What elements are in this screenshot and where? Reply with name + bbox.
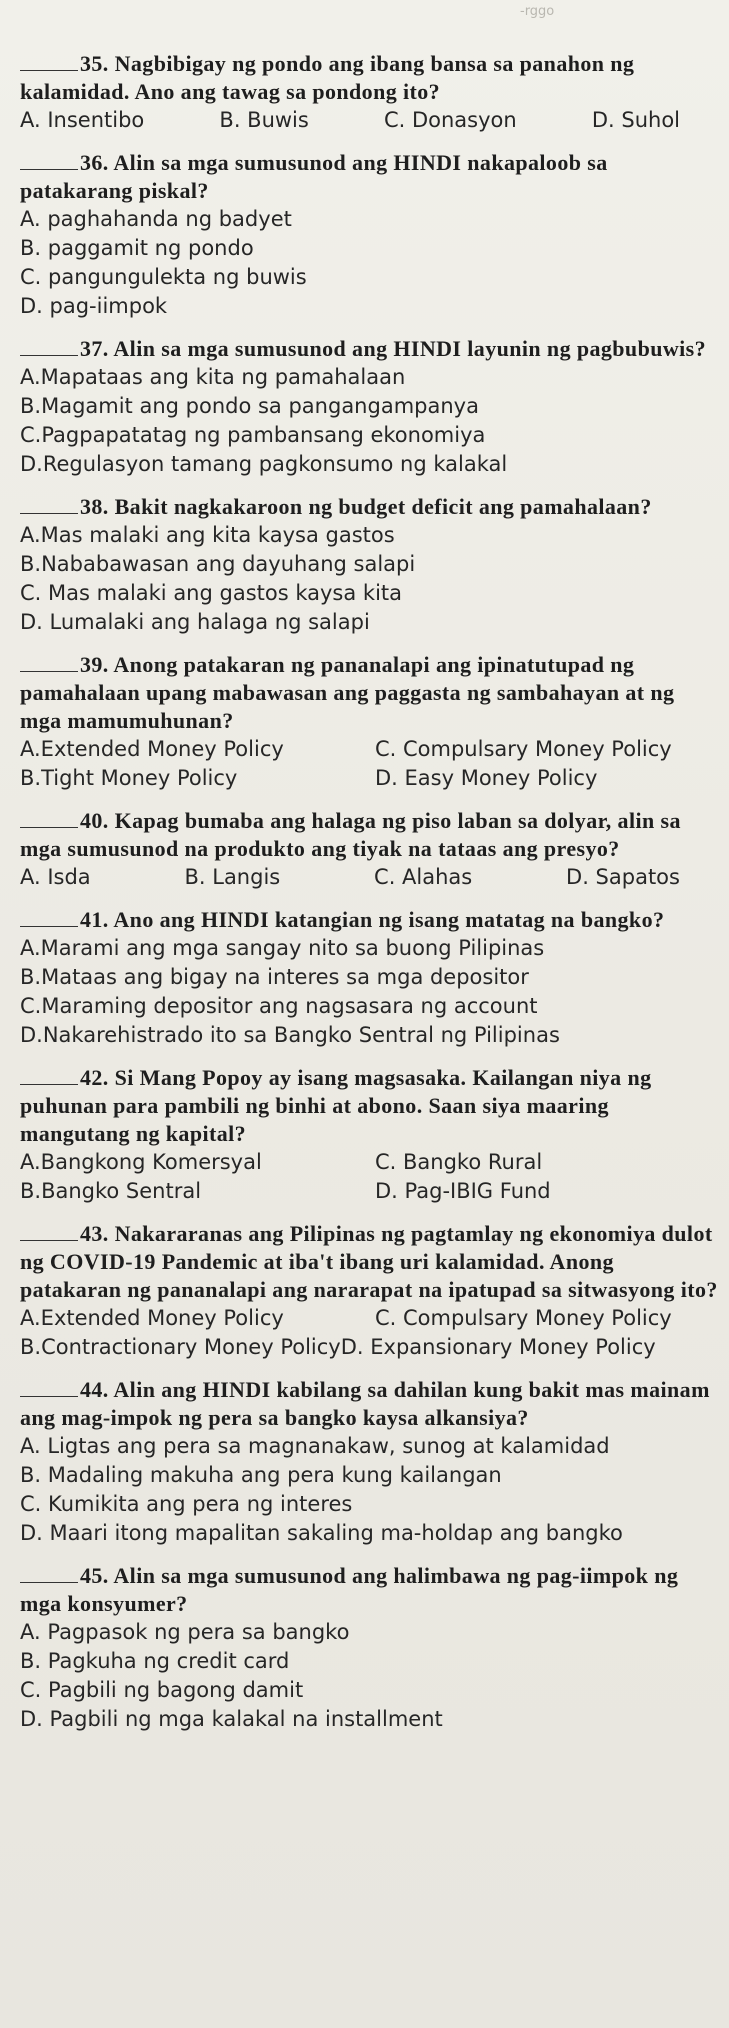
question-text: Alin sa mga sumusunod ang halimbawa ng pag-iimpok ng mga konsyumer? [20, 1563, 679, 1616]
question-text: Bakit nagkakaroon ng budget deficit ang pamahalaan? [114, 494, 652, 519]
choice-d: D. Maari itong mapalitan sakaling ma-holdap ang bangko [20, 1521, 623, 1545]
answer-blank[interactable] [20, 1378, 78, 1397]
choice-a: A. Ligtas ang pera sa magnanakaw, sunog at kalamidad [20, 1434, 610, 1458]
answer-blank[interactable] [20, 809, 78, 828]
choice-c: C.Maraming depositor ang nagsasara ng account [20, 994, 538, 1018]
choice-list [20, 1304, 720, 1362]
question-39 [20, 651, 720, 793]
question-text: Kapag bumaba ang halaga ng piso laban sa dolyar, alin sa mga sumusunod na produkto ang tiyak na tataas ang presyo? [20, 808, 681, 861]
choice-b: B.Nababawasan ang dayuhang salapi [20, 552, 416, 576]
choice-list [20, 106, 720, 135]
question-stem [20, 335, 720, 363]
answer-blank[interactable] [20, 908, 78, 927]
question-text: Alin sa mga sumusunod ang HINDI layunin ng pagbubuwis? [113, 336, 707, 361]
question-text: Ano ang HINDI katangian ng isang matatag na bangko? [113, 907, 665, 932]
choice-c: C. Mas malaki ang gastos kaysa kita [20, 581, 403, 605]
choice-list [20, 521, 720, 637]
choice-c: C.Pagpapatatag ng pambansang ekonomiya [20, 423, 486, 447]
answer-blank[interactable] [20, 1564, 78, 1583]
question-text: Si Mang Popoy ay isang magsasaka. Kailangan niya ng puhunan para pambili ng binhi at abono. Saan siya maaring mangutang ng kapital? [20, 1065, 652, 1146]
answer-blank[interactable] [20, 495, 78, 514]
choice-d: D. Pag-IBIG Fund [375, 1179, 551, 1203]
choice-c: C. Pagbili ng bagong damit [20, 1678, 304, 1702]
question-text: Nagbibigay ng pondo ang ibang bansa sa panahon ng kalamidad. Ano ang tawag sa pondong ito? [20, 51, 635, 104]
question-text: Nakararanas ang Pilipinas ng pagtamlay ng ekonomiya dulot ng COVID-19 Pandemic at iba't ibang uri kalamidad. Anong patakaran ng pananalapi ang nararapat na ipatupad sa sitwasyong ito? [20, 1221, 718, 1302]
question-stem [20, 149, 720, 205]
choice-b: B.Bangko Sentral [20, 1179, 202, 1203]
question-stem [20, 1562, 720, 1618]
question-stem [20, 50, 720, 106]
choice-b: B. Buwis [219, 108, 309, 132]
question-42 [20, 1064, 720, 1206]
choice-list [20, 863, 720, 892]
answer-blank[interactable] [20, 52, 78, 71]
choice-a: A.Marami ang mga sangay nito sa buong Pilipinas [20, 936, 545, 960]
choice-d: D. pag-iimpok [20, 294, 168, 318]
question-stem [20, 1376, 720, 1432]
question-43 [20, 1220, 720, 1362]
question-35 [20, 50, 720, 135]
question-stem [20, 1064, 720, 1148]
question-text: Alin sa mga sumusunod ang HINDI nakapaloob sa patakarang piskal? [20, 150, 608, 203]
choice-a: A.Extended Money Policy [20, 737, 284, 761]
question-37 [20, 335, 720, 479]
choice-b: B.Tight Money Policy [20, 766, 238, 790]
question-45 [20, 1562, 720, 1734]
question-number: 40. [80, 808, 109, 833]
choice-c: C. Donasyon [383, 108, 517, 132]
answer-blank[interactable] [20, 1066, 78, 1085]
choice-d: D.Regulasyon tamang pagkonsumo ng kalakal [20, 452, 508, 476]
choice-b: B. Madaling makuha ang pera kung kailangan [20, 1463, 502, 1487]
question-list [20, 50, 720, 1748]
choice-d: D. Easy Money Policy [375, 766, 598, 790]
question-number: 41. [80, 907, 109, 932]
choice-list [20, 1432, 720, 1548]
question-number: 38. [80, 494, 109, 519]
choice-a: A.Mapataas ang kita ng pamahalaan [20, 365, 406, 389]
question-41 [20, 906, 720, 1050]
question-number: 42. [80, 1065, 109, 1090]
choice-c: C. Compulsary Money Policy [375, 737, 672, 761]
question-number: 43. [80, 1221, 109, 1246]
question-44 [20, 1376, 720, 1548]
question-stem [20, 493, 720, 521]
choice-list [20, 205, 720, 321]
choice-b: B. Pagkuha ng credit card [20, 1649, 290, 1673]
choice-d: D. Pagbili ng mga kalakal na installment [20, 1707, 443, 1731]
choice-d: D. Lumalaki ang halaga ng salapi [20, 610, 370, 634]
choice-a: A.Mas malaki ang kita kaysa gastos [20, 523, 395, 547]
choice-a: A. paghahanda ng badyet [20, 207, 292, 231]
choice-a: A. Insentibo [20, 108, 145, 132]
choice-a: A.Extended Money Policy [20, 1306, 284, 1330]
question-number: 39. [80, 652, 109, 677]
choice-d: D.Nakarehistrado ito sa Bangko Sentral ng Pilipinas [20, 1023, 560, 1047]
choice-c: C. Bangko Rural [375, 1150, 543, 1174]
question-number: 44. [80, 1377, 109, 1402]
choice-c: C. Compulsary Money Policy [375, 1306, 672, 1330]
choice-a: A. Pagpasok ng pera sa bangko [20, 1620, 350, 1644]
choice-list [20, 934, 720, 1050]
choice-list [20, 735, 720, 793]
choice-c: C. pangungulekta ng buwis [20, 265, 307, 289]
answer-blank[interactable] [20, 151, 78, 170]
choice-d: D. Sapatos [566, 865, 680, 889]
choice-list [20, 1148, 720, 1206]
answer-blank[interactable] [20, 337, 78, 356]
question-number: 45. [80, 1563, 109, 1588]
choice-list [20, 1618, 720, 1734]
choice-a: A.Bangkong Komersyal [20, 1150, 262, 1174]
choice-b: B. Langis [184, 865, 281, 889]
answer-blank[interactable] [20, 653, 78, 672]
question-number: 37. [80, 336, 109, 361]
question-40 [20, 807, 720, 892]
question-36 [20, 149, 720, 321]
choice-b-d: B.Contractionary Money PolicyD. Expansionary Money Policy [20, 1335, 656, 1359]
question-stem [20, 651, 720, 735]
choice-d: D. Suhol [591, 108, 680, 132]
question-38 [20, 493, 720, 637]
question-number: 35. [80, 51, 109, 76]
choice-b: B.Magamit ang pondo sa pangangampanya [20, 394, 479, 418]
answer-blank[interactable] [20, 1222, 78, 1241]
question-stem [20, 807, 720, 863]
choice-c: C. Alahas [374, 865, 473, 889]
choice-list [20, 363, 720, 479]
choice-b: B.Mataas ang bigay na interes sa mga depositor [20, 965, 529, 989]
choice-b: B. paggamit ng pondo [20, 236, 254, 260]
question-text: Alin ang HINDI kabilang sa dahilan kung bakit mas mainam ang mag-impok ng pera sa bangko kaysa alkansiya? [20, 1377, 710, 1430]
choice-a: A. Isda [20, 865, 91, 889]
page-corner-mark: -rggo [520, 4, 555, 19]
question-stem [20, 1220, 720, 1304]
choice-c: C. Kumikita ang pera ng interes [20, 1492, 353, 1516]
question-text: Anong patakaran ng pananalapi ang ipinatutupad ng pamahalaan upang mabawasan ang paggasta ng sambahayan at ng mga mamumuhunan? [20, 652, 675, 733]
question-stem [20, 906, 720, 934]
question-number: 36. [80, 150, 109, 175]
